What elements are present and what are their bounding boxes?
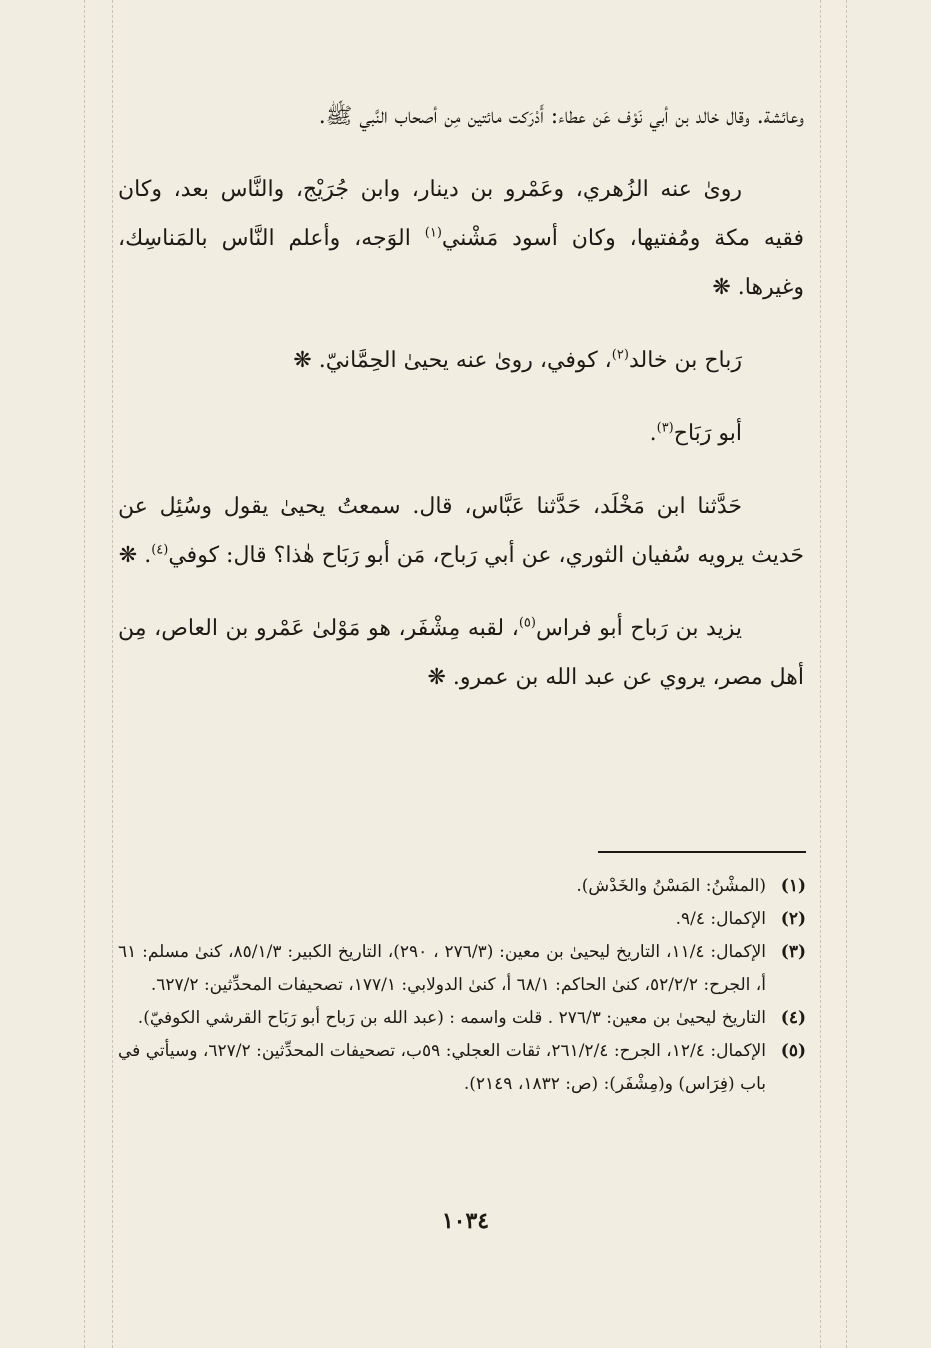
footnote-number: (٢)	[780, 909, 806, 929]
footnote	[118, 870, 806, 903]
paragraph	[118, 336, 742, 385]
margin-guide-line	[846, 0, 847, 1348]
paragraph	[118, 165, 804, 312]
footnote-text: التاريخ ليحيىٰ بن معين: ٢٧٦/٣ . قلت واسمه : (عبد الله بن رَباح أبو رَبَاح القرشي الكوفيّ).	[137, 1008, 766, 1028]
footnote	[118, 936, 806, 1002]
footnote-number: (٥)	[780, 1041, 806, 1061]
paragraph-text: حَدَّثنا ابن مَخْلَد، حَدَّثنا عَبَّاس، قال. سمعتُ يحيىٰ يقول وسُئِل عن حَديث يرويه سُفيان الثوري، عن أبي رَباح، مَن أبو رَبَاح هٰذا؟ قال: كوفي	[118, 494, 804, 568]
footnote-text: الإكمال: ٩/٤.	[675, 909, 766, 929]
paragraph-text: وعائشة. وقال خالد بن أبي نَوْف عَن عطاء: أَدْرَكت مائتين مِن أصحاب النَّبي ﷺ.	[318, 104, 804, 129]
paragraph-text: الوَجه، وأعلم النَّاس بالمَناسِك، وغيرها. ❋	[118, 226, 804, 300]
footnote-marker: (١)	[424, 225, 442, 241]
footnote-number: (٤)	[780, 1008, 806, 1028]
paragraph	[118, 604, 804, 702]
footnote-text: الإكمال: ١١/٤، التاريخ ليحيىٰ بن معين: (٢٧٦/٣ ، ٢٩٠)، التاريخ الكبير: ٨٥/١/٣، كنىٰ مسلم: ٦١ أ، الجرح: ٥٢/٢/٢، كنىٰ الحاكم: ٦٨/١ أ، كنىٰ الدولابي: ١٧٧/١، تصحيفات المحدِّثين: ٦٢٧/٢.	[118, 942, 766, 995]
margin-guide-line	[820, 0, 821, 1348]
footnote-number: (٣)	[780, 942, 806, 962]
footnote-marker: (٥)	[518, 615, 536, 631]
paragraph-text: أبو رَبَاح	[673, 421, 742, 446]
paragraph-text: روىٰ عنه الزُهري، وعَمْرو بن دينار، وابن جُرَيْج، والنَّاس بعد، وكان فقيه مكة ومُفتيها، وكان أسود مَشْني	[118, 177, 804, 251]
margin-guide-line	[112, 0, 113, 1348]
paragraph	[118, 92, 804, 141]
footnote-separator	[598, 851, 806, 853]
paragraph-text: . ❋	[118, 543, 152, 568]
paragraph	[118, 409, 742, 458]
page-number: ١٠٣٤	[441, 1208, 490, 1234]
footnote	[118, 903, 806, 936]
paragraph-text: رَباح بن خالد	[628, 348, 742, 373]
paragraph	[118, 482, 804, 580]
margin-guide-line	[84, 0, 85, 1348]
paragraph-text: يزيد بن رَباح أبو فراس	[535, 616, 742, 641]
footnote	[118, 1002, 806, 1035]
footnote	[118, 1035, 806, 1101]
footnote-text: (المشْنُ: المَسْنُ والخَدْش).	[576, 876, 766, 896]
footnote-marker: (٢)	[611, 347, 629, 363]
paragraph-text: ، كوفي، روىٰ عنه يحيىٰ الحِمَّانيّ. ❋	[293, 348, 612, 373]
footnote-text: الإكمال: ١٢/٤، الجرح: ٢٦١/٢/٤، ثقات العجلي: ٥٩ب، تصحيفات المحدِّثين: ٦٢٧/٢، وسيأتي في باب (فِرَاس) و(مِشْفَر): (ص: ١٨٣٢، ٢١٤٩).	[118, 1041, 766, 1094]
main-text	[118, 92, 804, 726]
footnote-marker: (٤)	[151, 542, 169, 558]
paragraph-text: .	[649, 421, 657, 446]
footnote-marker: (٣)	[656, 420, 674, 436]
paragraph-text: ، لقبه مِشْفَر، هو مَوْلىٰ عَمْرو بن العاص، مِن أهل مصر، يروي عن عبد الله بن عمرو. ❋	[118, 616, 804, 690]
footnotes	[118, 870, 806, 1101]
footnote-number: (١)	[780, 876, 806, 896]
